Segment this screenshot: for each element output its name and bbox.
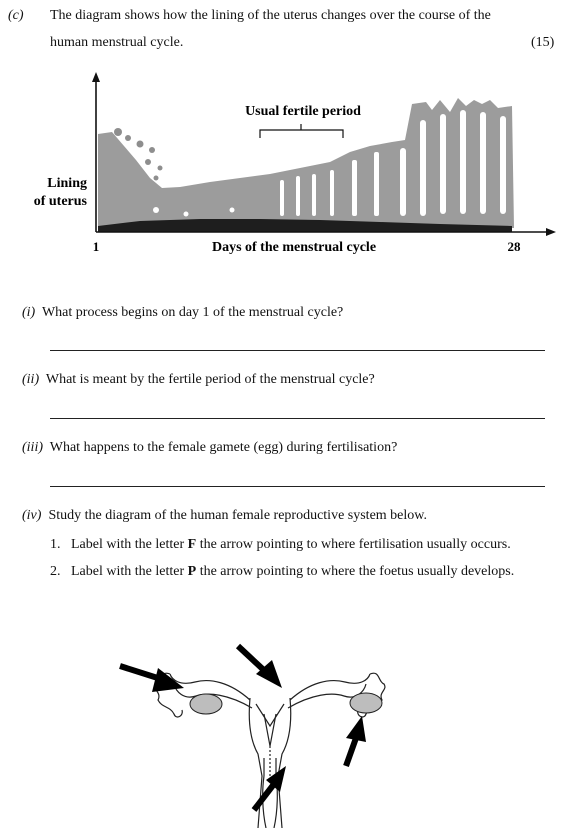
subquestion-3-text: What happens to the female gamete (egg) during fertilisation?	[49, 440, 398, 455]
marks: (15)	[531, 35, 555, 50]
subquestion-2-number: (ii)	[22, 372, 40, 387]
instruction-2	[50, 563, 514, 581]
intro-line-1: The diagram shows how the lining of the uterus changes over the course of the	[50, 8, 491, 23]
left-ovary	[190, 694, 222, 714]
instruction-2-before: Label with the letter	[71, 564, 188, 579]
subquestion-4-text: Study the diagram of the human female reproductive system below.	[48, 508, 427, 523]
subquestion-4-number: (iv)	[22, 508, 42, 523]
answer-line-1[interactable]	[50, 350, 545, 351]
fertile-bracket	[260, 124, 343, 138]
subquestion-1-number: (i)	[22, 305, 36, 320]
instruction-1	[50, 536, 511, 554]
uterus-lining-diagram	[0, 70, 576, 265]
x-label: Days of the menstrual cycle	[211, 240, 377, 255]
arrow-left-tube-head	[152, 668, 184, 692]
x-axis-arrow	[546, 228, 556, 236]
y-label-line-1: Lining	[47, 176, 87, 191]
female-reproductive-diagram	[100, 630, 430, 828]
right-ovary	[350, 693, 382, 713]
uterus-cavity	[256, 704, 284, 726]
intro-line-2: human menstrual cycle.	[50, 35, 184, 50]
answer-line-2[interactable]	[50, 418, 545, 419]
instruction-2-number: 2.	[50, 564, 61, 579]
subquestion-1	[22, 304, 343, 322]
subquestion-1-text: What process begins on day 1 of the menstrual cycle?	[41, 305, 344, 320]
fertile-label: Usual fertile period	[245, 104, 361, 119]
subquestion-2-text: What is meant by the fertile period of the menstrual cycle?	[45, 372, 375, 387]
part-label: (c)	[8, 8, 24, 23]
arrow-right-ovary-shaft	[346, 738, 356, 766]
instruction-2-after: the arrow pointing to where the foetus usually develops.	[196, 564, 515, 579]
x-end-label: 28	[507, 239, 521, 254]
subquestion-2	[22, 371, 375, 389]
instruction-1-number: 1.	[50, 537, 61, 552]
subquestion-3-number: (iii)	[22, 440, 43, 455]
x-start-label: 1	[92, 239, 100, 254]
instruction-2-letter: P	[187, 564, 197, 579]
y-axis-arrow	[92, 72, 100, 82]
instruction-1-letter: F	[187, 537, 197, 552]
instruction-1-before: Label with the letter	[71, 537, 188, 552]
answer-line-3[interactable]	[50, 486, 545, 487]
subquestion-3	[22, 439, 397, 457]
arrow-right-ovary-head	[346, 716, 366, 742]
subquestion-4	[22, 507, 427, 525]
y-label-line-2: of uterus	[33, 194, 87, 209]
arrow-vagina-shaft	[254, 784, 274, 810]
instruction-1-after: the arrow pointing to where fertilisation usually occurs.	[196, 537, 511, 552]
